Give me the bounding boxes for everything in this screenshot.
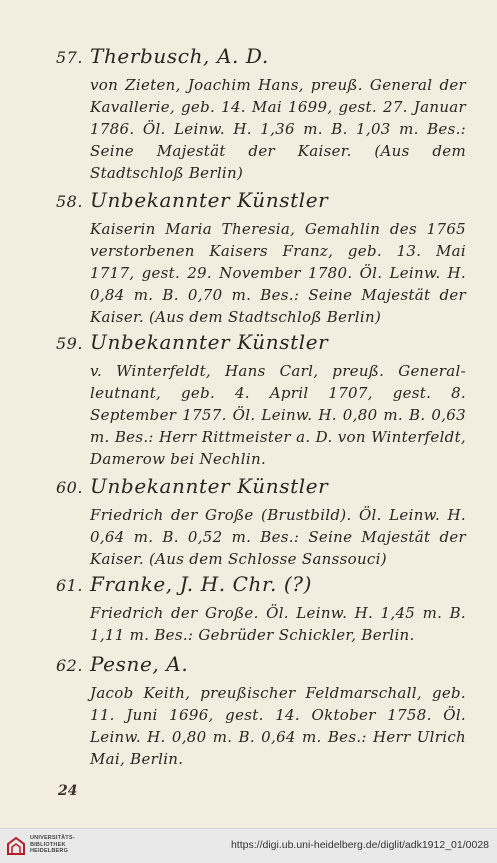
catalog-entry-62 — [56, 652, 466, 770]
artist-name: Therbusch, A. D. — [90, 44, 269, 68]
entry-number: 59. — [56, 334, 83, 353]
entry-description: v. Winterfeldt, Hans Carl, preuß. General-leutnant, geb. 4. April 1707, gest. 8. September 1757. Öl. Leinw. H. 0,80 m. B. 0,63 m. Bes.: Herr Rittmeister a. D. von Winterfeldt, Damerow bei Nechlin. — [90, 362, 466, 468]
entry-description: von Zieten, Joachim Hans, preuß. General der Kavallerie, geb. 14. Mai 1699, gest. 27. Januar 1786. Öl. Leinw. H. 1,36 m. B. 1,03 m. Bes.: Seine Majestät der Kaiser. (Aus dem Stadtschloß Berlin) — [90, 76, 466, 182]
artist-name: Pesne, A. — [90, 652, 189, 676]
catalog-entry-57 — [56, 44, 466, 184]
library-name: UNIVERSITÄTS-BIBLIOTHEK HEIDELBERG — [30, 835, 75, 854]
entry-description: Jacob Keith, preußischer Feldmarschall, geb. 11. Juni 1696, gest. 14. Oktober 1758. Öl. Leinw. H. 0,80 m. B. 0,64 m. Bes.: Herr Ulrich Mai, Berlin. — [90, 684, 466, 768]
page-number-mark: 24 — [58, 783, 78, 799]
entry-number: 61. — [56, 576, 83, 595]
library-logo-icon — [5, 835, 27, 857]
entry-number: 58. — [56, 192, 83, 211]
entry-number: 57. — [56, 48, 83, 67]
viewer-footer — [0, 828, 497, 863]
document-url-link[interactable]: https://digi.ub.uni-heidelberg.de/diglit/adk1912_01/0028 — [230, 839, 489, 851]
artist-name: Unbekannter Künstler — [90, 188, 329, 212]
catalog-entry-59 — [56, 330, 466, 470]
artist-name: Unbekannter Künstler — [90, 474, 329, 498]
entry-number: 60. — [56, 478, 83, 497]
artist-name: Unbekannter Künstler — [90, 330, 329, 354]
artist-name: Franke, J. H. Chr. (?) — [90, 572, 313, 596]
entry-description: Kaiserin Maria Theresia, Gemahlin des 1765 verstorbenen Kaisers Franz, geb. 13. Mai 1717, gest. 29. November 1780. Öl. Leinw. H. 0,84 m. B. 0,70 m. Bes.: Seine Majestät der Kaiser. (Aus dem Stadtschloß Berlin) — [90, 220, 466, 326]
catalog-entry-60 — [56, 474, 466, 570]
entry-description: Friedrich der Große. Öl. Leinw. H. 1,45 m. B. 1,11 m. Bes.: Gebrüder Schickler, Berlin. — [90, 604, 466, 644]
catalog-entry-58 — [56, 188, 466, 328]
entry-number: 62. — [56, 656, 83, 675]
entry-description: Friedrich der Große (Brustbild). Öl. Leinw. H. 0,64 m. B. 0,52 m. Bes.: Seine Majestät der Kaiser. (Aus dem Schlosse Sanssouci) — [90, 506, 466, 568]
catalog-entry-61 — [56, 572, 466, 646]
